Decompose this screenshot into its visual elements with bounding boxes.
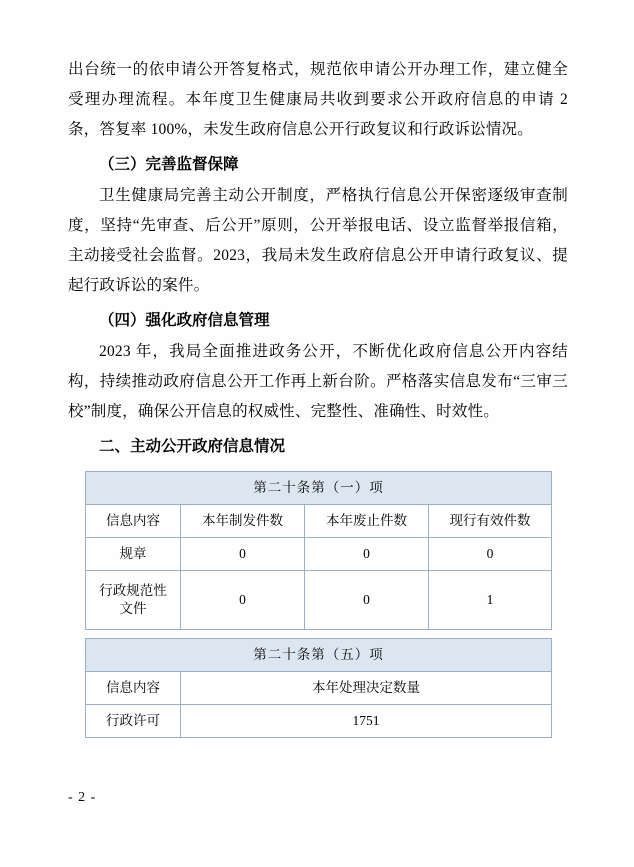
- heading-section-two: 二、主动公开政府信息情况: [99, 438, 286, 455]
- table-row: [86, 472, 552, 505]
- table1-r0-c3: 0: [429, 538, 552, 571]
- table1-r1-c1: 0: [181, 571, 305, 630]
- table1-r1-c2: 0: [305, 571, 429, 630]
- table2-r0-c0: 行政许可: [86, 705, 181, 738]
- table2-header-1: 本年处理决定数量: [181, 672, 552, 705]
- table-row: [86, 672, 552, 705]
- table1-r1-c3: 1: [429, 571, 552, 630]
- table1-section-title: 第二十条第（一）项: [86, 472, 552, 505]
- table1-r0-c2: 0: [305, 538, 429, 571]
- heading-three: （三）完善监督保障: [99, 156, 239, 173]
- paragraph-1: 出台统一的依申请公开答复格式，规范依申请公开办理工作，建立健全受理办理流程。本年度卫生健康局共收到要求公开政府信息的申请 2 条，答复率 100%，未发生政府信息公开行政复议和行政诉讼情况。: [68, 61, 568, 138]
- table1-r0-c0: 规章: [86, 538, 181, 571]
- table-row: [86, 639, 552, 672]
- heading-four: （四）强化政府信息管理: [99, 312, 270, 329]
- table1-r1-c0-line1: 行政规范性: [99, 583, 167, 598]
- document-content: [68, 55, 568, 738]
- table-row: [86, 705, 552, 738]
- table2-header-0: 信息内容: [86, 672, 181, 705]
- page-number: - 2 -: [68, 790, 97, 805]
- table-row: [86, 538, 552, 571]
- table1-header-1: 本年制发件数: [181, 505, 305, 538]
- table2-section-title: 第二十条第（五）项: [86, 639, 552, 672]
- table1-r1-c0-line2: 文件: [119, 601, 147, 616]
- table2-r0-c1: 1751: [181, 705, 552, 738]
- paragraph-3: 2023 年，我局全面推进政务公开，不断优化政府信息公开内容结构，持续推动政府信息公开工作再上新台阶。严格落实信息发布“三审三校”制度，确保公开信息的权威性、完整性、准确性、时效性。: [68, 343, 568, 420]
- info-table-article20-item5: [85, 638, 552, 738]
- table-row: [86, 571, 552, 630]
- info-table-article20-item1: [85, 471, 552, 630]
- table1-header-3: 现行有效件数: [429, 505, 552, 538]
- table1-header-2: 本年废止件数: [305, 505, 429, 538]
- table1-header-0: 信息内容: [86, 505, 181, 538]
- table1-r1-c0: [86, 571, 181, 630]
- paragraph-2: 卫生健康局完善主动公开制度，严格执行信息公开保密逐级审查制度，坚持“先审查、后公开”原则，公开举报电话、设立监督举报信箱，主动接受社会监督。2023，我局未发生政府信息公开申请行政复议、提起行政诉讼的案件。: [68, 187, 568, 294]
- table-row: [86, 505, 552, 538]
- table1-r0-c1: 0: [181, 538, 305, 571]
